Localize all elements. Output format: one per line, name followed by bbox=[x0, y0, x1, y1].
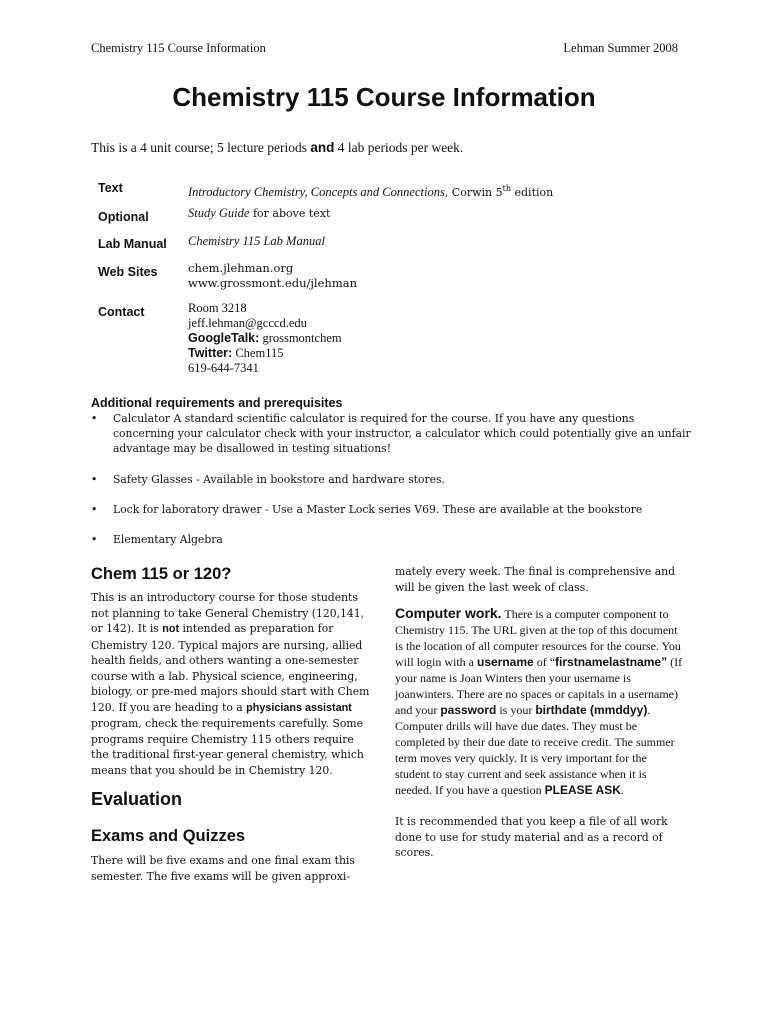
bullet-mark: • bbox=[91, 473, 98, 486]
cw-password: password bbox=[440, 703, 497, 717]
intro-before: This is a 4 unit course; 5 lecture periods bbox=[91, 140, 311, 155]
intro-after: 4 lab periods per week. bbox=[334, 140, 464, 155]
web-site-link[interactable]: chem.jlehman.org bbox=[188, 261, 294, 275]
textbook-title: Introductory Chemistry, Concepts and Connections bbox=[188, 185, 445, 200]
textbook-edition: edition bbox=[511, 186, 554, 200]
bullet-mark: • bbox=[91, 533, 98, 546]
web-site-link[interactable]: www.grossmont.edu/jlehman bbox=[188, 276, 357, 290]
list-item bbox=[91, 532, 691, 547]
cw-text-5: . Computer drills will have due dates. They must be completed by their due date to receive credit. The summer term moves very quickly. It is very important for the student to stay current and seek assistance when it is needed. If you have a question bbox=[395, 703, 675, 797]
list-item-text: Lock for laboratory drawer - Use a Master Lock series V69. These are available at the bookstore bbox=[113, 503, 643, 516]
running-header-left: Chemistry 115 Course Information bbox=[91, 41, 266, 55]
exams-quizzes-heading: Exams and Quizzes bbox=[91, 827, 246, 845]
exams-paragraph bbox=[91, 853, 371, 884]
lab-manual-label: Lab Manual bbox=[98, 237, 167, 251]
list-item bbox=[91, 472, 691, 487]
bullet-mark: • bbox=[91, 503, 98, 516]
cw-text-3: (If your name is Joan Winters then your username is joanwinters. There are no spaces or capitals in a username) and your bbox=[395, 655, 683, 717]
cw-please-ask: PLEASE ASK bbox=[544, 783, 621, 797]
cw-text-4: is your bbox=[496, 703, 536, 717]
chem-text-not: not bbox=[162, 623, 180, 635]
intro-and: and bbox=[310, 140, 335, 155]
contact-room: Room 3218 bbox=[188, 301, 247, 315]
googletalk-label: GoogleTalk: bbox=[188, 331, 260, 345]
exams-text: There will be five exams and one final exam this semester. The five exams will be given approxi- bbox=[91, 854, 355, 883]
intro-paragraph bbox=[91, 140, 463, 156]
computer-work-paragraph bbox=[395, 605, 683, 798]
list-item-text: Safety Glasses - Available in bookstore and hardware stores. bbox=[113, 473, 445, 486]
exams-continued-text: mately every week. The final is comprehensive and will be given the last week of class. bbox=[395, 565, 676, 594]
cw-birthdate: birthdate (mmddyy) bbox=[535, 703, 648, 717]
twitter-value: Chem115 bbox=[232, 346, 284, 360]
cw-text-1: There is a computer component to Chemistry 115. The URL given at the top of this document is the location of all computer resources for the course. You will login with a bbox=[395, 607, 681, 669]
contact-value bbox=[188, 301, 342, 376]
exams-continued-paragraph bbox=[395, 564, 683, 595]
running-header-right: Lehman Summer 2008 bbox=[563, 41, 678, 55]
requirements-heading: Additional requirements and prerequisites bbox=[91, 396, 343, 410]
study-guide-title: Study Guide bbox=[188, 206, 250, 220]
list-item-text: Elementary Algebra bbox=[113, 533, 223, 546]
list-item bbox=[91, 411, 691, 456]
bullet-mark: • bbox=[91, 412, 98, 425]
chem-115-or-120-heading: Chem 115 or 120? bbox=[91, 565, 232, 583]
text-value bbox=[188, 181, 553, 200]
cw-username: username bbox=[477, 655, 534, 669]
lab-manual-value bbox=[188, 234, 325, 249]
optional-label: Optional bbox=[98, 210, 149, 224]
googletalk-value: grossmontchem bbox=[259, 331, 342, 345]
contact-label: Contact bbox=[98, 305, 145, 319]
optional-value bbox=[188, 206, 330, 221]
cw-text-2: of “ bbox=[533, 655, 556, 669]
cw-text-6: . bbox=[620, 783, 624, 797]
web-sites-value bbox=[188, 261, 357, 291]
contact-twitter bbox=[188, 346, 342, 361]
textbook-sup: th bbox=[502, 184, 511, 193]
text-label: Text bbox=[98, 181, 123, 195]
textbook-author: , Corwin 5 bbox=[444, 186, 503, 200]
file-paragraph bbox=[395, 814, 683, 861]
list-item-text: Calculator A standard scientific calculator is required for the course. If you have any questions concerning your calculator check with your instructor, a calculator which could potentially give an unfair advantage may be disallowed in testing situations! bbox=[113, 412, 691, 455]
file-text: It is recommended that you keep a file of all work done to use for study material and as a record of scores. bbox=[395, 815, 668, 859]
chem-text-pa: physicians assistant bbox=[246, 701, 352, 714]
web-sites-label: Web Sites bbox=[98, 265, 158, 279]
chem-115-or-120-paragraph bbox=[91, 590, 374, 778]
list-item bbox=[91, 502, 691, 517]
contact-phone: 619-644-7341 bbox=[188, 361, 259, 375]
cw-firstlast: firstnamelastname” bbox=[555, 655, 668, 669]
lab-manual-title: Chemistry 115 Lab Manual bbox=[188, 234, 325, 248]
evaluation-heading: Evaluation bbox=[91, 789, 183, 809]
page-title: Chemistry 115 Course Information bbox=[172, 82, 596, 112]
study-guide-rest: for above text bbox=[249, 207, 331, 220]
twitter-label: Twitter: bbox=[188, 346, 233, 360]
contact-googletalk bbox=[188, 331, 342, 346]
chem-text-1: This is an introductory course for those students not planning to take General Chemistry (120,141, or 142). It is bbox=[91, 591, 365, 635]
chem-text-2: intended as preparation for Chemistry 120. Typical majors are nursing, allied health fields, and others wanting a one-semester course with a lab. Physical science, engineering, biology, or pre-med majors should start with Chem 120. If you are heading to a bbox=[91, 622, 370, 714]
contact-email[interactable]: jeff.lehman@gcccd.edu bbox=[188, 316, 307, 330]
computer-work-heading: Computer work. bbox=[395, 605, 502, 621]
chem-text-3: program, check the requirements carefully. Some programs require Chemistry 115 others require the traditional first-year general chemistry, which means that you should be in Chemistry 120. bbox=[91, 717, 364, 777]
